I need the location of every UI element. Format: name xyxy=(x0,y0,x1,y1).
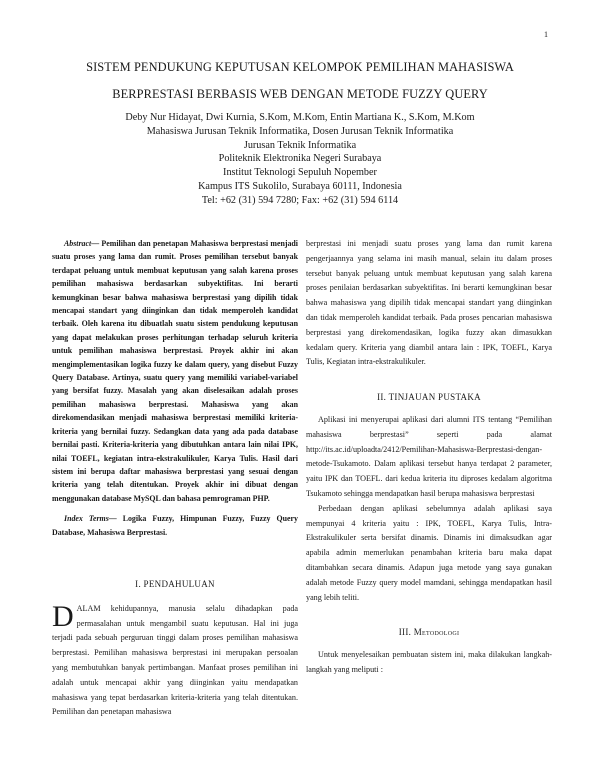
abstract-label: Abstract xyxy=(64,239,92,248)
author-block xyxy=(40,111,560,208)
paper-title-line-1: SISTEM PENDUKUNG KEPUTUSAN KELOMPOK PEMILIHAN MAHASISWA xyxy=(86,60,514,74)
section-heading-metodologi: III. Metodologi xyxy=(398,627,460,638)
pendahuluan-paragraph xyxy=(52,599,298,720)
index-terms-dash: — xyxy=(108,514,123,524)
author-affiliation-role: Mahasiswa Jurusan Teknik Informatika, Dosen Jurusan Teknik Informatika xyxy=(146,125,454,137)
abstract-text: Pemilihan dan penetapan Mahasiswa berprestasi menjadi suatu proses yang lama dan rumit. Proses pemilihan tersebut banyak terdapat peluang untuk membuat keputusan yang salah karena proses pemilihan mahasiswa berdasarkan subyektifitas. Ini berarti kemungkinan besar bahwa mahasiswa berprestasi yang dipilih tidak mencapai standart yang diinginkan dan tidak memperoleh kandidat terbaik. Oleh karena itu dibuatlah suatu sistem pendukung keputusan yang dapat melakukan proses perhitungan terhadap seluruh kriteria untuk pemilihan mahasiswa berprestasi. Proyek akhir ini akan mengimplementasikan logika fuzzy ke dalam query, yang disebut Fuzzy Query Database. Artinya, suatu query yang memiliki variabel-variabel yang bersifat fuzzy. Masalah yang akan diselesaikan adalah proses pemilihan mahasiswa berprestasi. Mahasiswa yang akan direkomendasikan menjadi mahasiswa berprestasi memiliki kriteria-kriteria yang bernilai fuzzy. Sedangkan data yang ada pada database bernilai pasti. Kriteria-kriteria yang dibutuhkan antara lain nilai IPK, nilai TOEFL, kegiatan intra-ekstrakulikuler, Karya Tulis. Hasil dari sistem ini berupa daftar mahasiswa berprestasi yang sesuai dengan kriteria yang telah ditentukan. Proyek akhir ini dibuat dengan menggunakan database MySQL dan bahasa pemrograman PHP. xyxy=(52,239,298,503)
left-column xyxy=(52,237,298,720)
author-institution: Politeknik Elektronika Negeri Surabaya xyxy=(218,153,382,165)
drop-cap: D xyxy=(52,599,74,633)
abstract-dash: — xyxy=(91,239,102,248)
author-university: Institut Teknologi Sepuluh Nopember xyxy=(223,167,377,179)
tinjauan-paragraph-1: Aplikasi ini menyerupai aplikasi dari alumni ITS tentang “Pemilihan mahasiswa berprestasi” seperti pada alamat http://its.ac.id/uploadta/2412/Pemilihan-Mahasiswa-Berprestasi-dengan-metode-Tsukamoto. Dalam aplikasi tersebut hanya terdapat 2 parameter, yaitu IPK dan TOEFL. dari kedua kriteria itu diproses kedalam algoritma Tsukamoto sehingga mendapatkan hasil berupa mahasiswa berprestasi xyxy=(306,414,552,498)
metodologi-paragraph-1: Untuk menyelesaikan pembuatan sistem ini, maka dilakukan langkah-langkah yang meliputi : xyxy=(306,650,552,674)
paper-title-line-2: BERPRESTASI BERBASIS WEB DENGAN METODE FUZZY QUERY xyxy=(112,87,488,101)
author-contact: Tel: +62 (31) 594 7280; Fax: +62 (31) 594 6114 xyxy=(201,194,399,206)
right-column xyxy=(306,237,552,678)
section-heading-pendahuluan: I. PENDAHULUAN xyxy=(135,578,215,589)
index-terms-label: Index Terms xyxy=(64,514,109,524)
author-department: Jurusan Teknik Informatika xyxy=(243,139,357,151)
page-number: 1 xyxy=(544,30,548,39)
pendahuluan-continued: berprestasi ini menjadi suatu proses yang lama dan rumit karena pengerjaannya yang selama ini masih manual, selain itu dalam proses tersebut banyak peluang untuk membuat keputusan yang salah karena proses penilaian berdasarkan subyektifitas. Ini berarti kemungkinan besar bahwa mahasiswa yang dipilih tidak mencapai standart yang diinginkan dan tidak memperoleh kandidat terbaik. Pada proses pencarian mahasiswa berprestasi yang direkomendasikan, logika fuzzy akan dimasukkan kedalam query. Kriteria yang diambil antara lain : IPK, TOEFL, Karya Tulis, Kegiatan intra-ekstrakulikuler. xyxy=(306,239,552,367)
author-names: Deby Nur Hidayat, Dwi Kurnia, S.Kom, M.Kom, Entin Martiana K., S.Kom, M.Kom xyxy=(125,112,475,123)
pendahuluan-text: ALAM kehidupannya, manusia selalu dihadapkan pada permasalahan untuk mengambil suatu keputusan. Hal ini juga terjadi pada sebuah perguruan tinggi dalam proses pemilihan mahasiswa berprestasi. Pemilihan mahasiswa berprestasi ini merupakan persoalan yang membutuhkan banyak pertimbangan. Manfaat proses pemilihan ini adalah untuk mencapai akhir yang diinginkan yaitu mendapatkan mahasiswa yang tepat berdasarkan kriteria-kriteria yang telah ditentukan. Pemilihan dan penetapan mahasiswa xyxy=(52,603,298,717)
section-heading-tinjauan-pustaka: II. TINJAUAN PUSTAKA xyxy=(377,392,481,403)
index-terms-text: Logika Fuzzy, Himpunan Fuzzy, Fuzzy Query Database, Mahasiswa Berprestasi. xyxy=(52,514,298,537)
abstract xyxy=(52,237,298,505)
tinjauan-paragraph-2: Perbedaan dengan aplikasi sebelumnya adalah aplikasi saya mempunyai 4 kriteria yaitu : IPK, TOEFL, Karya Tulis, Intra-Ekstrakulikuler serta bersifat dinamis. Dinamis ini dimaksudkan agar apabila admin memerlukan penambahan kriteria baru maka dapat ditambahkan secara dinamis. Adapun juga metode yang saya gunakan adalah metode Fuzzy query model mamdani, sehingga mendapatkan hasil yang lebih teliti. xyxy=(306,503,552,602)
author-address: Kampus ITS Sukolilo, Surabaya 60111, Indonesia xyxy=(198,180,402,192)
index-terms xyxy=(52,512,298,539)
